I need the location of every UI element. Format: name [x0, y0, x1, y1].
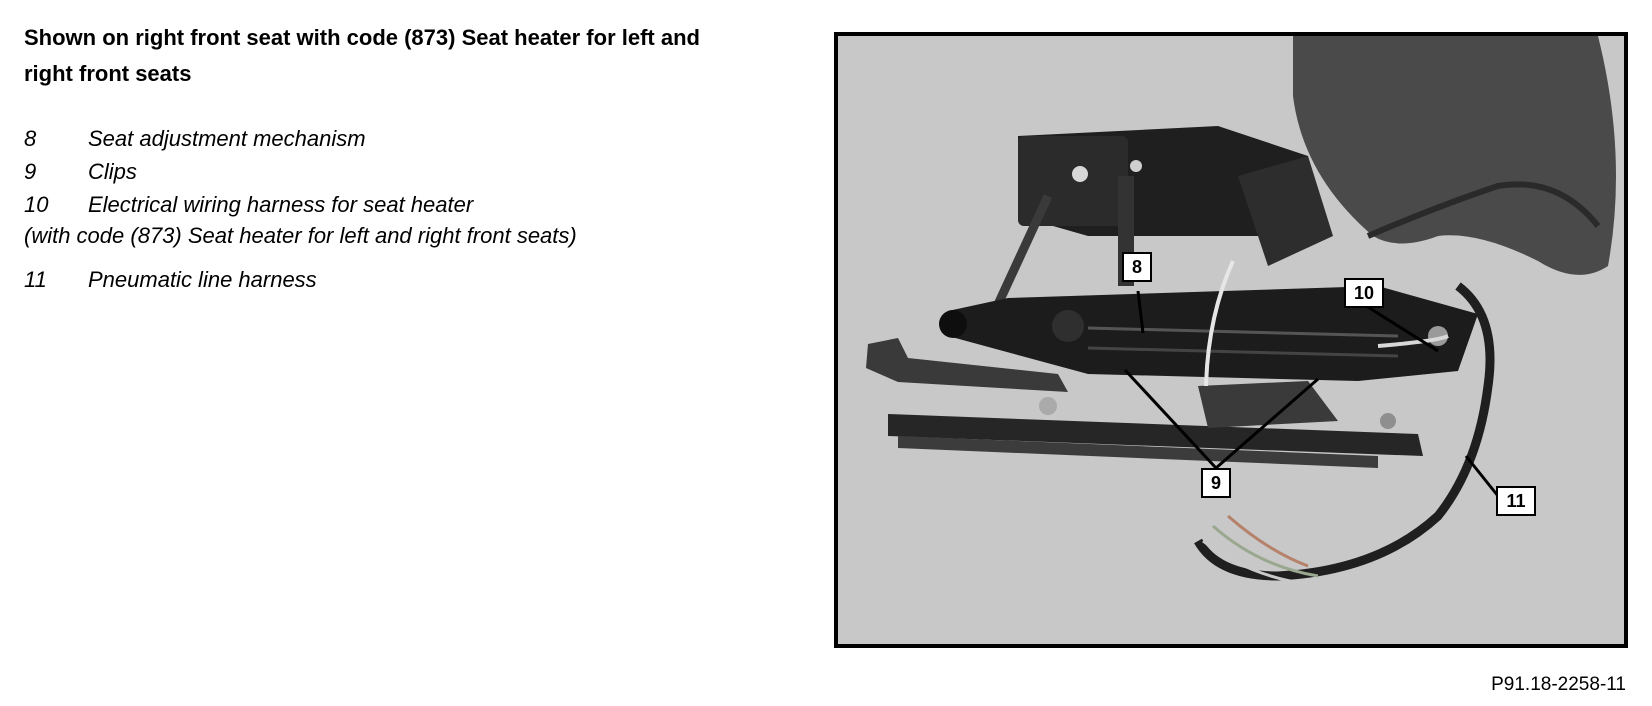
legend-text: Electrical wiring harness for seat heater	[88, 192, 474, 217]
seat-illustration	[838, 36, 1624, 644]
legend-number: 9	[24, 159, 37, 184]
pivot-shape	[1052, 310, 1084, 342]
seat-backrest-shape	[1293, 36, 1616, 275]
frame-plate-shape	[1018, 136, 1128, 226]
bolt-shape	[1380, 413, 1396, 429]
figure-reference: P91.18-2258-11	[1491, 674, 1626, 695]
legend-item	[24, 155, 784, 188]
legend-number: 11	[24, 267, 47, 292]
side-block-shape	[1238, 156, 1333, 266]
pneumatic-line-shape	[1228, 516, 1308, 566]
legend-item	[24, 122, 784, 155]
callout-8: 8	[1122, 252, 1152, 282]
legend-text: (with code (873) Seat heater for left and right front seats)	[24, 223, 577, 248]
legend-text: Clips	[88, 159, 137, 184]
bolt-shape	[1039, 397, 1057, 415]
callout-11: 11	[1496, 486, 1536, 516]
callout-10: 10	[1344, 278, 1384, 308]
pivot-shape	[939, 310, 967, 338]
bolt-shape	[1130, 160, 1142, 172]
seat-figure	[834, 32, 1628, 648]
legend-number: 8	[24, 126, 37, 151]
section-heading: Shown on right front seat with code (873) Seat heater for left and right front seats	[24, 25, 700, 86]
legend-item-continuation	[24, 221, 784, 251]
legend-text: Seat adjustment mechanism	[88, 126, 366, 151]
bolt-shape	[1072, 166, 1088, 182]
legend-text: Pneumatic line harness	[88, 267, 317, 292]
legend-number: 10	[24, 192, 49, 217]
legend-item	[24, 188, 784, 221]
callout-9: 9	[1201, 468, 1231, 498]
legend-item	[24, 263, 784, 296]
legend-list	[24, 122, 784, 296]
leader-line-11	[1466, 456, 1498, 496]
